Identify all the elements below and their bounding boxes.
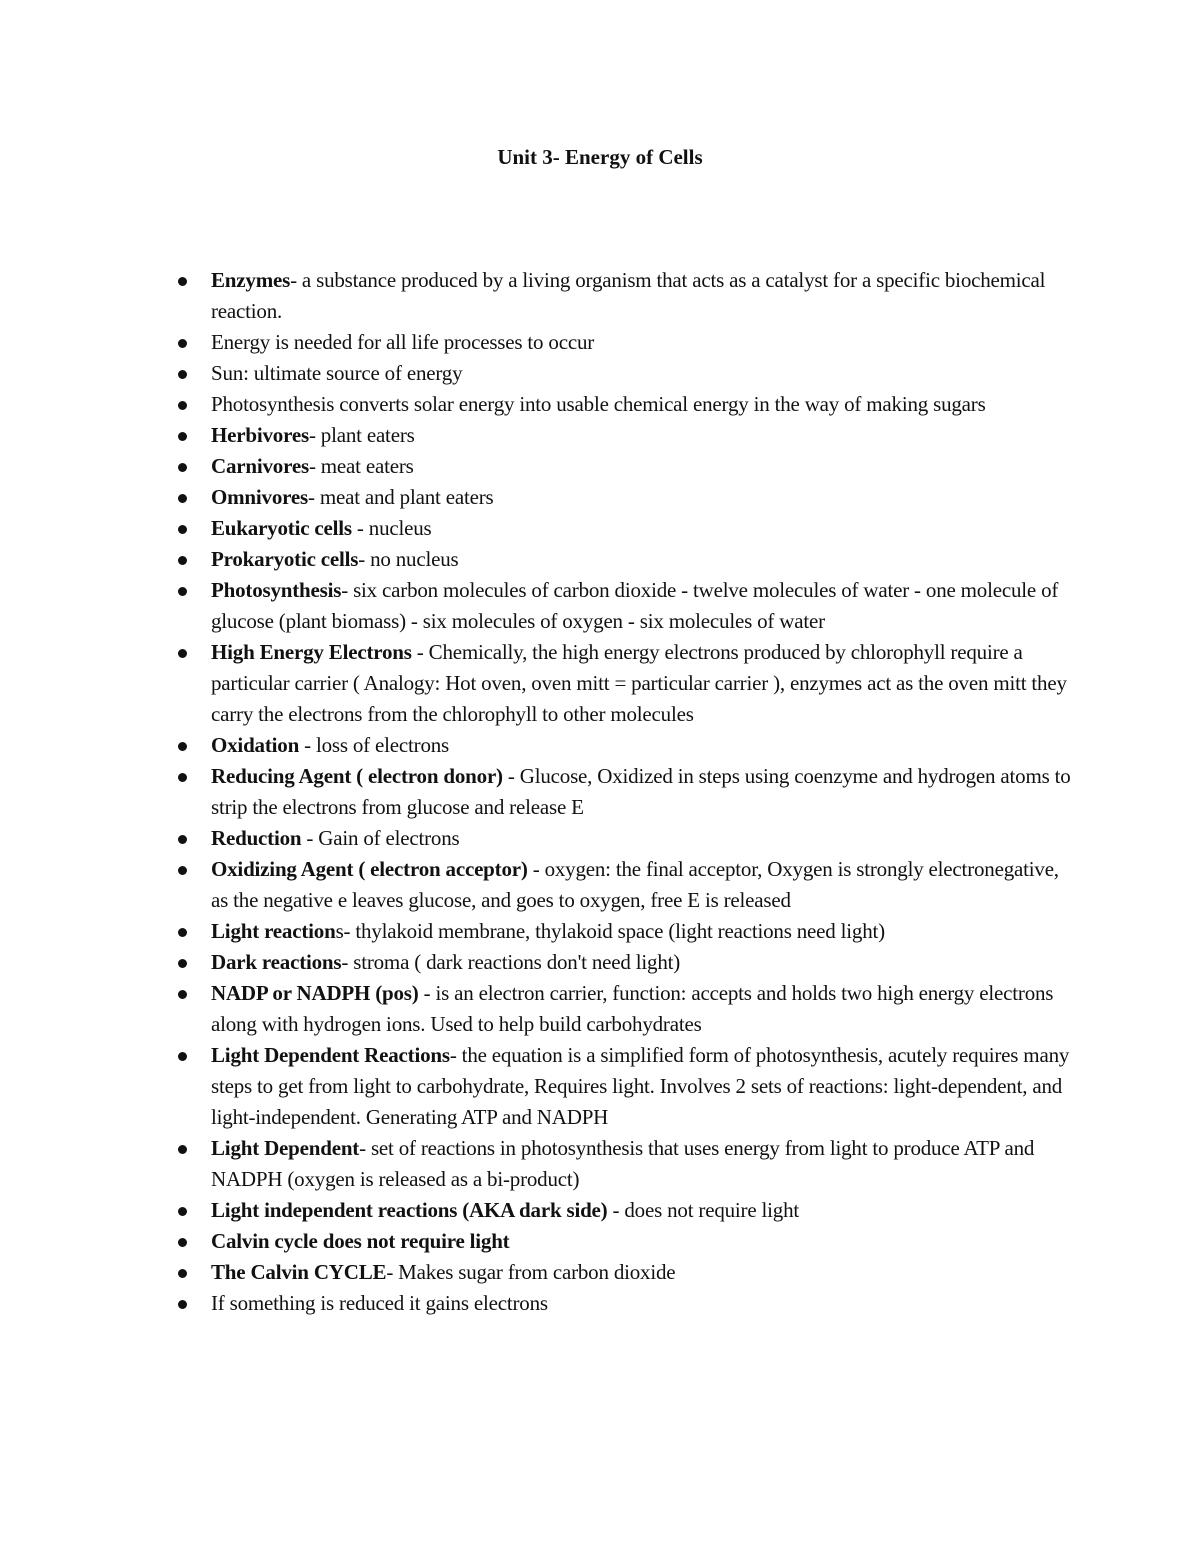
bullet-icon xyxy=(178,928,187,937)
bullet-icon xyxy=(178,990,187,999)
note-text: - set of reactions in photosynthesis that uses energy from light to produce ATP and NADPH (oxygen is released as a bi-product) xyxy=(211,1136,1035,1191)
bullet-icon xyxy=(178,556,187,565)
note-text: If something is reduced it gains electrons xyxy=(211,1291,548,1315)
bullet-icon xyxy=(178,401,187,410)
note-term: Reduction xyxy=(211,826,302,850)
bullet-icon xyxy=(178,494,187,503)
list-item xyxy=(176,265,1071,327)
note-text: - Glucose, Oxidized in steps using coenzyme and hydrogen atoms to strip the electrons from glucose and release E xyxy=(211,764,1071,819)
document-title: Unit 3- Energy of Cells xyxy=(497,145,703,169)
list-item xyxy=(176,1226,1071,1257)
bullet-icon xyxy=(178,835,187,844)
note-text: - meat eaters xyxy=(308,454,414,478)
bullet-icon xyxy=(178,463,187,472)
bullet-icon xyxy=(178,370,187,379)
note-text: - nucleus xyxy=(351,516,432,540)
bullet-icon xyxy=(178,649,187,658)
note-term: Dark reactions xyxy=(211,950,342,974)
note-text: - six carbon molecules of carbon dioxide - twelve molecules of water - one molecule of glucose (plant biomass) - six molecules of oxygen - six molecules of water xyxy=(211,578,1059,633)
list-item xyxy=(176,854,1071,916)
bullet-icon xyxy=(178,1300,187,1309)
list-item xyxy=(176,1288,1071,1319)
note-term: Photosynthesis xyxy=(211,578,342,602)
list-item xyxy=(176,823,1071,854)
note-text: - a substance produced by a living organism that acts as a catalyst for a specific biochemical reaction. xyxy=(211,268,1046,323)
list-item xyxy=(176,575,1071,637)
bullet-icon xyxy=(178,1145,187,1154)
list-item xyxy=(176,947,1071,978)
list-item xyxy=(176,761,1071,823)
bullet-icon xyxy=(178,866,187,875)
note-term: High Energy Electrons xyxy=(211,640,412,664)
bullet-icon xyxy=(178,1238,187,1247)
note-term: Enzymes xyxy=(211,268,291,292)
list-item xyxy=(176,358,1071,389)
bullet-icon xyxy=(178,1052,187,1061)
note-term: Carnivores xyxy=(211,454,309,478)
note-text: Sun: ultimate source of energy xyxy=(211,361,463,385)
bullet-icon xyxy=(178,587,187,596)
list-item xyxy=(176,482,1071,513)
note-text: - Gain of electrons xyxy=(301,826,460,850)
note-text: - loss of electrons xyxy=(299,733,450,757)
note-term: Herbivores xyxy=(211,423,309,447)
list-item xyxy=(176,327,1071,358)
note-text: - Makes sugar from carbon dioxide xyxy=(386,1260,676,1284)
list-item xyxy=(176,1257,1071,1288)
note-term: Light Dependent xyxy=(211,1136,360,1160)
list-item xyxy=(176,916,1071,947)
note-text: - does not require light xyxy=(607,1198,800,1222)
note-term: Light reaction xyxy=(211,919,336,943)
list-item xyxy=(176,451,1071,482)
note-term: Prokaryotic cells xyxy=(211,547,359,571)
bullet-icon xyxy=(178,1269,187,1278)
bullet-icon xyxy=(178,1207,187,1216)
note-term: Oxidizing Agent ( electron acceptor) xyxy=(211,857,528,881)
bullet-icon xyxy=(178,339,187,348)
note-text: - plant eaters xyxy=(308,423,415,447)
note-term: Light independent reactions (AKA dark side) xyxy=(211,1198,608,1222)
note-text: - no nucleus xyxy=(358,547,459,571)
note-term: Reducing Agent ( electron donor) xyxy=(211,764,503,788)
bullet-icon xyxy=(178,742,187,751)
note-term: The Calvin CYCLE xyxy=(211,1260,387,1284)
bullet-icon xyxy=(178,277,187,286)
bullet-icon xyxy=(178,525,187,534)
note-text: - Chemically, the high energy electrons produced by chlorophyll require a particular carrier ( Analogy: Hot oven, oven mitt = particular carrier ), enzymes act as the oven mitt they carry the electrons from the chlorophyll to other molecules xyxy=(211,640,1067,726)
note-term: Light Dependent Reactions xyxy=(211,1043,450,1067)
note-term: NADP or NADPH (pos) xyxy=(211,981,419,1005)
list-item xyxy=(176,389,1071,420)
list-item xyxy=(176,513,1071,544)
note-term: Omnivores xyxy=(211,485,308,509)
note-text: - is an electron carrier, function: accepts and holds two high energy electrons along with hydrogen ions. Used to help build carbohydrates xyxy=(211,981,1054,1036)
list-item xyxy=(176,420,1071,451)
bullet-icon xyxy=(178,959,187,968)
list-item xyxy=(176,978,1071,1040)
note-text: s- thylakoid membrane, thylakoid space (light reactions need light) xyxy=(335,919,885,943)
note-term: Oxidation xyxy=(211,733,300,757)
list-item xyxy=(176,1040,1071,1133)
list-item xyxy=(176,544,1071,575)
note-text: - the equation is a simplified form of photosynthesis, acutely requires many steps to get from light to carbohydrate, Requires light. Involves 2 sets of reactions: light-dependent, and light-independent. Generating ATP and NADPH xyxy=(211,1043,1070,1129)
list-item xyxy=(176,1195,1071,1226)
note-text: Photosynthesis converts solar energy into usable chemical energy in the way of making sugars xyxy=(211,392,986,416)
list-item xyxy=(176,730,1071,761)
bullet-icon xyxy=(178,432,187,441)
note-term: Eukaryotic cells xyxy=(211,516,352,540)
note-text: Energy is needed for all life processes to occur xyxy=(211,330,595,354)
note-text: - stroma ( dark reactions don't need light) xyxy=(341,950,681,974)
note-text: - meat and plant eaters xyxy=(307,485,494,509)
list-item xyxy=(176,1133,1071,1195)
note-term: Calvin cycle does not require light xyxy=(211,1229,510,1253)
bullet-icon xyxy=(178,773,187,782)
notes-list xyxy=(176,265,1071,1319)
note-text: - oxygen: the final acceptor, Oxygen is strongly electronegative, as the negative e leaves glucose, and goes to oxygen, free E is released xyxy=(211,857,1059,912)
list-item xyxy=(176,637,1071,730)
